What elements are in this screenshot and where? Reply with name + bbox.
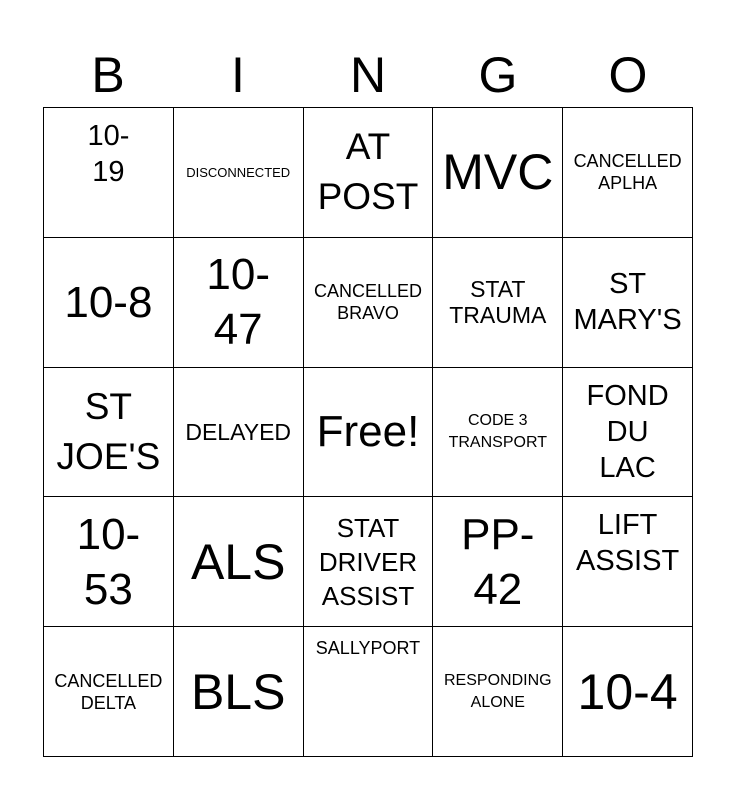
- bingo-cell-r1-c2[interactable]: [174, 108, 304, 238]
- cell-text: 10-4: [577, 663, 678, 720]
- cell-text: ALS: [190, 533, 286, 590]
- header-letter-o: O: [608, 47, 648, 103]
- bingo-cell-r2-c1[interactable]: [44, 238, 174, 368]
- bingo-cell-r5-c2[interactable]: [174, 627, 304, 757]
- bingo-cell-r5-c3[interactable]: [304, 627, 434, 757]
- bingo-cell-r1-c5[interactable]: [563, 108, 693, 238]
- cell-text: STAT DRIVER ASSIST: [318, 512, 418, 611]
- cell-text: STAT TRAUMA: [449, 276, 547, 329]
- bingo-cell-r2-c5[interactable]: [563, 238, 693, 368]
- cell-text: ST MARY'S: [573, 268, 682, 337]
- cell-text: PP- 42: [461, 509, 535, 614]
- cell-text: CANCELLED BRAVO: [313, 281, 423, 324]
- bingo-cell-r3-c3[interactable]: [304, 368, 434, 498]
- bingo-cell-r5-c1[interactable]: [44, 627, 174, 757]
- bingo-cell-r5-c4[interactable]: [433, 627, 563, 757]
- bingo-cell-r2-c3[interactable]: [304, 238, 434, 368]
- cell-text: AT POST: [317, 126, 419, 218]
- cell-text: CODE 3 TRANSPORT: [448, 411, 547, 451]
- cell-text: CANCELLED APLHA: [573, 151, 682, 194]
- cell-text: BLS: [190, 663, 286, 720]
- cell-text: 10-8: [64, 277, 153, 327]
- cell-text: SALLYPORT: [315, 638, 421, 659]
- bingo-cell-r2-c4[interactable]: [433, 238, 563, 368]
- cell-text: 10- 47: [206, 250, 270, 355]
- cell-text: LIFT ASSIST: [576, 509, 680, 578]
- bingo-cell-r3-c1[interactable]: [44, 368, 174, 498]
- bingo-cell-r1-c4[interactable]: [433, 108, 563, 238]
- cell-text: RESPONDING ALONE: [444, 671, 552, 711]
- cell-text: 10- 19: [87, 120, 130, 188]
- cell-text: DISCONNECTED: [186, 164, 291, 180]
- cell-text: ST JOE'S: [56, 385, 161, 477]
- bingo-cell-r4-c4[interactable]: [433, 497, 563, 627]
- bingo-cell-r1-c3[interactable]: [304, 108, 434, 238]
- header-letter-b: B: [91, 47, 125, 103]
- cell-text: MVC: [442, 144, 554, 201]
- header-letter-g: G: [478, 47, 518, 103]
- cell-text: CANCELLED DELTA: [54, 670, 163, 713]
- bingo-cell-r3-c2[interactable]: [174, 368, 304, 498]
- cell-text: 10- 53: [76, 509, 141, 614]
- bingo-cell-r4-c2[interactable]: [174, 497, 304, 627]
- bingo-cell-r3-c5[interactable]: [563, 368, 693, 498]
- header-letter-n: N: [349, 47, 387, 103]
- free-space: Free!: [316, 407, 420, 457]
- bingo-cell-r1-c1[interactable]: [44, 108, 174, 238]
- bingo-cell-r3-c4[interactable]: [433, 368, 563, 498]
- bingo-cell-r2-c2[interactable]: [174, 238, 304, 368]
- cell-text: DELAYED: [185, 418, 292, 445]
- bingo-board: [43, 107, 693, 757]
- bingo-cell-r4-c1[interactable]: [44, 497, 174, 627]
- header-letter-i: I: [231, 47, 245, 103]
- bingo-cell-r4-c3[interactable]: [304, 497, 434, 627]
- cell-text: FOND DU LAC: [586, 379, 669, 484]
- bingo-cell-r5-c5[interactable]: [563, 627, 693, 757]
- bingo-cell-r4-c5[interactable]: [563, 497, 693, 627]
- bingo-header: [43, 44, 693, 106]
